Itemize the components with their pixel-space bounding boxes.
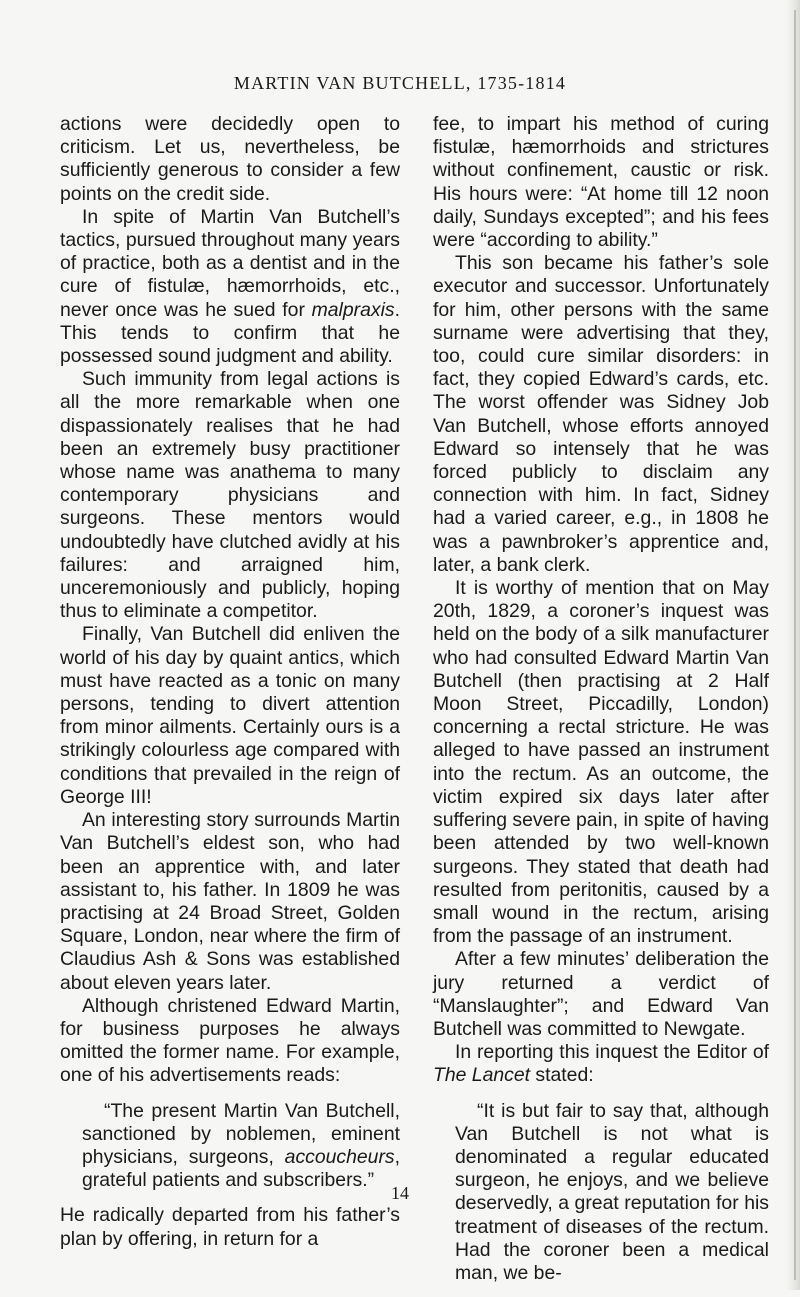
paragraph	[60, 995, 400, 1088]
paragraph	[433, 1041, 769, 1087]
paragraph	[60, 1204, 400, 1250]
text-run: Such immunity from legal actions is all the more remarkable when one dispassionately realises that he had been an extremely busy practitioner whose name was anathema to many contemporary physicians and surgeons. These mentors would undoubtedly have clutched avidly at his failures: and arraigned him, unceremoniously and publicly, hoping thus to eliminate a competitor.	[60, 368, 400, 623]
paragraph	[60, 113, 400, 206]
text-run: stated:	[530, 1064, 594, 1087]
paragraph	[433, 252, 769, 577]
text-run: “The present Martin Van Butchell, sanctioned by noblemen, eminent physicians, surgeons,	[82, 1099, 400, 1168]
page-number: 14	[391, 1183, 409, 1203]
paragraph	[60, 623, 400, 809]
text-run: After a few minutes’ deliberation the jury returned a verdict of “Manslaughter”; and Edward Van Butchell was committed to Newgate.	[433, 948, 769, 1040]
italic-text: The Lancet	[433, 1064, 531, 1087]
text-run: “It is but fair to say that, although Van Butchell is not what is denominated a regular educated surgeon, he enjoys, and we believe deservedly, a great reputation for his treatment of diseases of the rectum. Had the coroner been a medical man, we be-	[455, 1099, 769, 1284]
right-column	[433, 113, 769, 1297]
paragraph	[433, 948, 769, 1041]
paragraph	[60, 368, 400, 623]
page-edge-shadow	[786, 0, 800, 1290]
text-run: actions were decidedly open to criticism. Let us, nevertheless, be sufficiently generous to consider a few points on the credit side.	[60, 113, 400, 205]
text-run: , grateful patients and subscribers.”	[82, 1145, 400, 1192]
text-run: Finally, Van Butchell did enliven the world of his day by quaint antics, which must have reacted as a tonic on many persons, tending to divert attention from minor ailments. Certainly ours is a strikingly colourless age compared with conditions that prevailed in the reign of George III!	[60, 623, 400, 808]
block-quote	[60, 1100, 400, 1193]
text-run: It is worthy of mention that on May 20th, 1829, a coroner’s inquest was held on the body of a silk manufacturer who had consulted Edward Martin Van Butchell (then practising at 2 Half Moon Street, Piccadilly, London) concerning a rectal stricture. He was alleged to have passed an instrument into the rectum. As an outcome, the victim expired six days later after suffering severe pain, in spite of having been attended by two well-known surgeons. They stated that death had resulted from peritonitis, caused by a small wound in the rectum, arising from the passage of an instrument.	[433, 577, 769, 948]
text-run: Although christened Edward Martin, for business purposes he always omitted the former name. For example, one of his advertisements reads:	[60, 994, 400, 1087]
text-run: . This tends to confirm that he possessed sound judgment and ability.	[60, 298, 400, 368]
italic-text: accoucheurs	[284, 1145, 395, 1168]
paragraph	[433, 577, 769, 948]
text-run: fee, to impart his method of curing fistulæ, hæmorrhoids and strictures without confinement, caustic or risk. His hours were: “At home till 12 noon daily, Sundays excepted”; and his fees were “according to ability.”	[433, 113, 769, 252]
text-run: This son became his father’s sole executor and successor. Unfortunately for him, other persons with the same surname were advertising that they, too, could cure similar disorders: in fact, they copied Edward’s cards, etc. The worst offender was Sidney Job Van Butchell, whose efforts annoyed Edward so intensely that he was forced publicly to disclaim any connection with him. In fact, Sidney had a varied career, e.g., in 1808 he was a pawnbroker’s apprentice and, later, a bank clerk.	[433, 252, 769, 576]
text-run: In reporting this inquest the Editor of	[455, 1041, 769, 1064]
text-run: He radically departed from his father’s plan by offering, in return for a	[60, 1204, 400, 1250]
italic-text: malpraxis	[311, 298, 395, 321]
text-run: In spite of Martin Van Butchell’s tactics, pursued throughout many years of practice, both as a dentist and in the cure of fistulæ, hæmorrhoids, etc., never once was he sued for	[60, 205, 400, 321]
paragraph	[60, 809, 400, 995]
paragraph	[433, 113, 769, 252]
paragraph	[60, 206, 400, 368]
page-edge-line	[794, 10, 796, 1280]
running-head: MARTIN VAN BUTCHELL, 1735-1814	[233, 73, 567, 93]
left-column	[60, 113, 400, 1251]
text-run: An interesting story surrounds Martin Van Butchell’s eldest son, who had been an apprentice with, and later assistant to, his father. In 1809 he was practising at 24 Broad Street, Golden Square, London, near where the firm of Claudius Ash & Sons was established about eleven years later.	[60, 809, 400, 994]
